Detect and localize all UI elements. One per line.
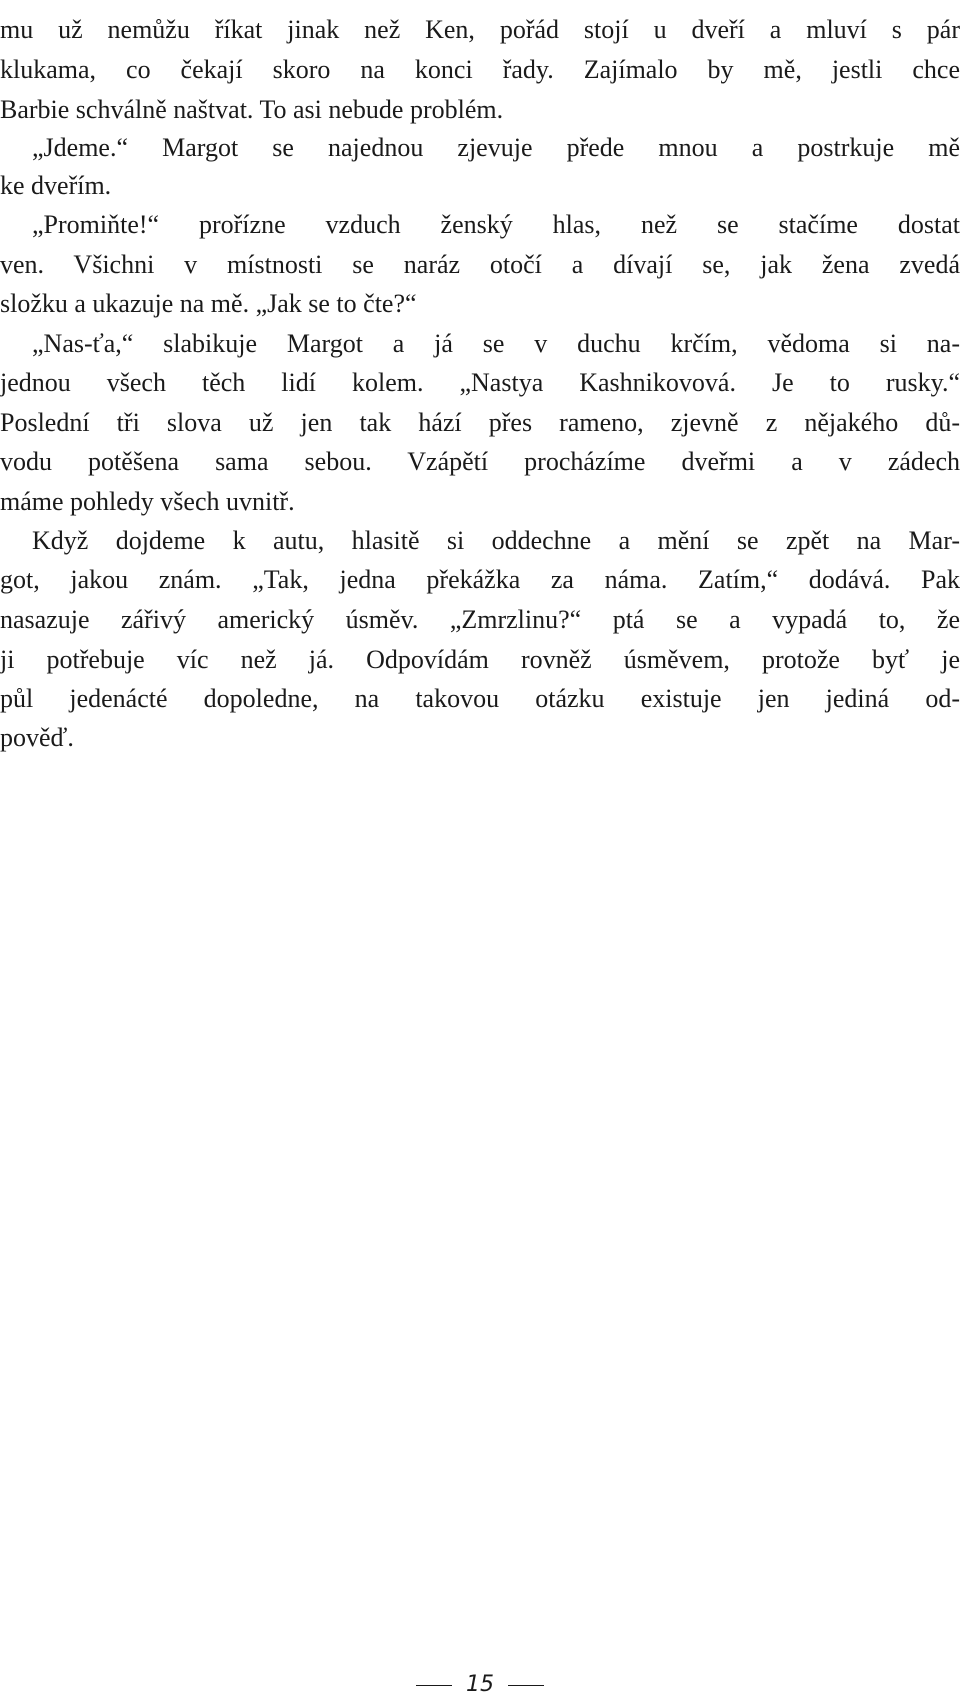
text-line: půl jedenácté dopoledne, na takovou otázku existuje jen jediná od- (0, 684, 960, 713)
folio-left-rule (416, 1685, 452, 1686)
text-line: složku a ukazuje na mě. „Jak se to čte?“ (0, 289, 417, 318)
text-line: máme pohledy všech uvnitř. (0, 487, 295, 516)
text-line: ven. Všichni v místnosti se naráz otočí a dívají se, jak žena zvedá (0, 250, 960, 279)
text-line: klukama, co čekají skoro na konci řady. Zajímalo by mě, jestli chce (0, 55, 960, 84)
text-line: nasazuje zářivý americký úsměv. „Zmrzlinu?“ ptá se a vypadá to, že (0, 605, 960, 634)
text-line: vodu potěšena sama sebou. Vzápětí procházíme dveřmi a v zádech (0, 447, 960, 476)
text-line: pověď. (0, 723, 74, 752)
text-line: Barbie schválně naštvat. To asi nebude problém. (0, 95, 504, 124)
text-line: jednou všech těch lidí kolem. „Nastya Kashnikovová. Je to rusky.“ (0, 368, 960, 397)
text-line: ke dveřím. (0, 171, 112, 200)
text-line: „Jdeme.“ Margot se najednou zjevuje přede mnou a postrkuje mě (32, 133, 960, 162)
text-line: got, jakou znám. „Tak, jedna překážka za náma. Zatím,“ dodává. Pak (0, 565, 960, 594)
text-line: Poslední tři slova už jen tak hází přes rameno, zjevně z nějakého dů- (0, 408, 960, 437)
text-line: „Promiňte!“ prořízne vzduch ženský hlas, než se stačíme dostat (32, 210, 960, 239)
text-line: „Nas-ťa,“ slabikuje Margot a já se v duchu krčím, vědoma si na- (32, 329, 960, 358)
text-line: Když dojdeme k autu, hlasitě si oddechne a mění se zpět na Mar- (32, 526, 960, 555)
folio-right-rule (508, 1685, 544, 1686)
page-folio (0, 1670, 960, 1700)
text-line: ji potřebuje víc než já. Odpovídám rovněž úsměvem, protože byť je (0, 645, 960, 674)
page-number: 15 (466, 1672, 494, 1697)
text-line: mu už nemůžu říkat jinak než Ken, pořád stojí u dveří a mluví s pár (0, 15, 960, 44)
